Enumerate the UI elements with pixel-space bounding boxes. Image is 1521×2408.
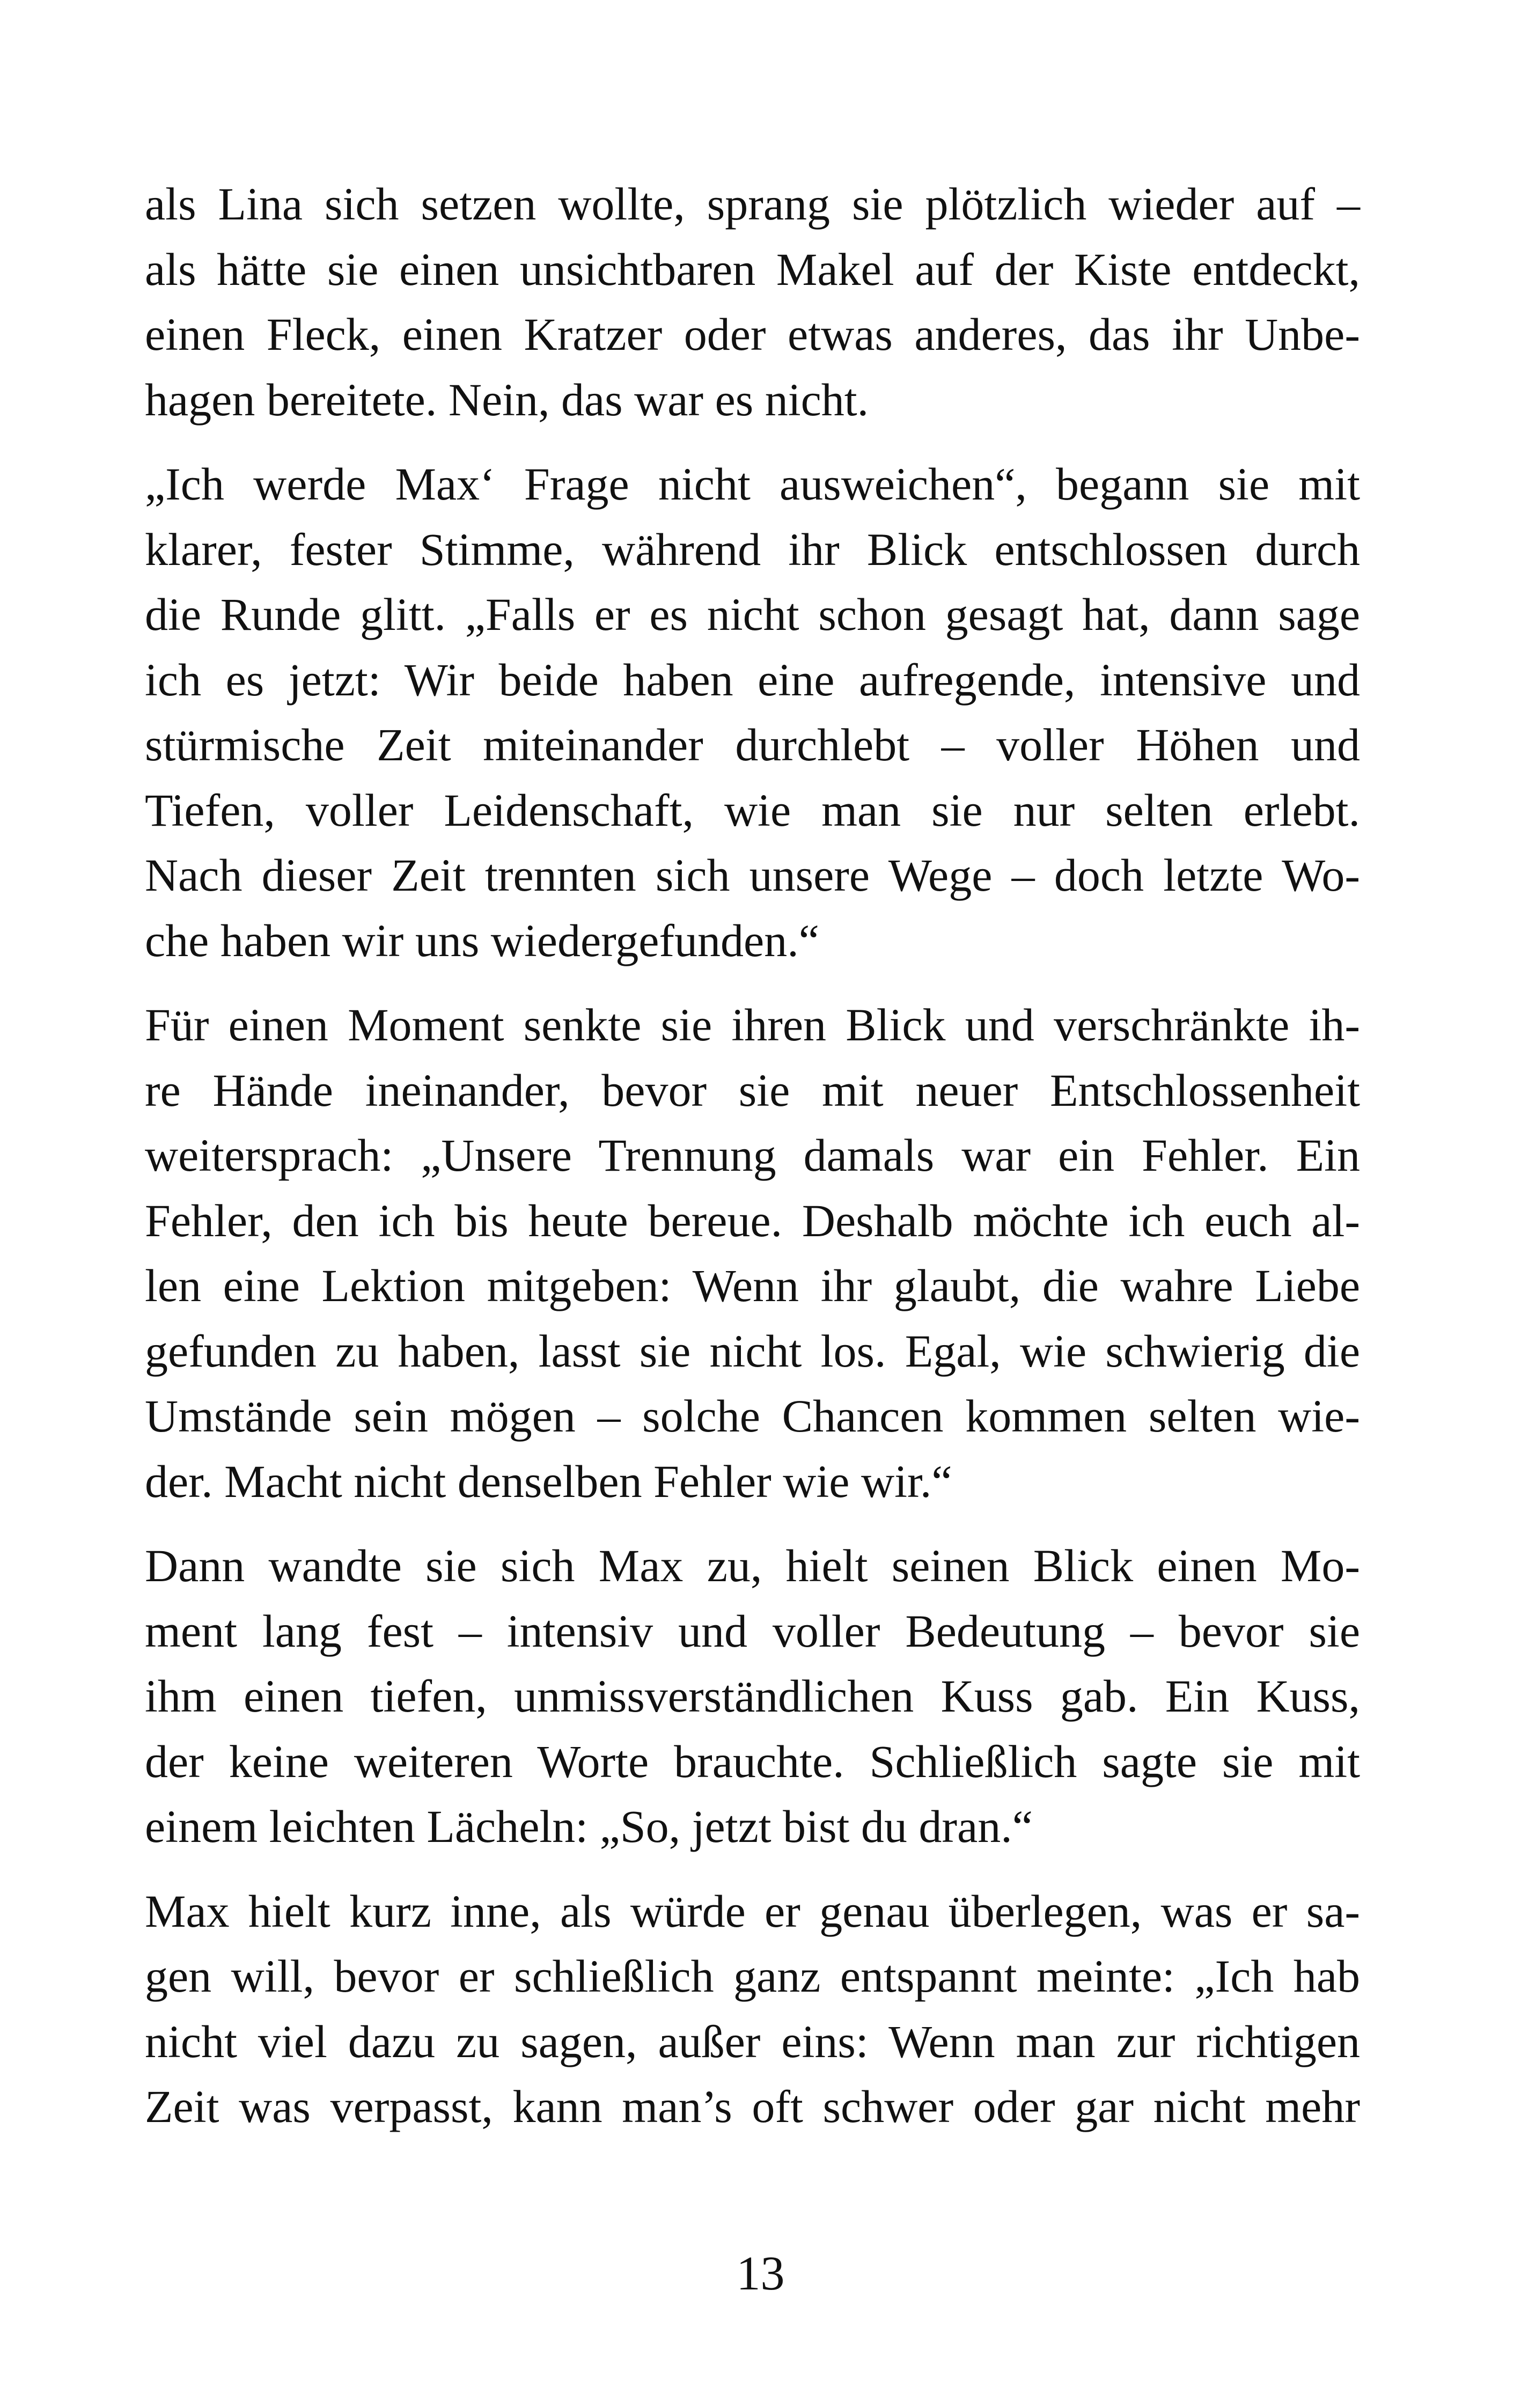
text-line: che haben wir uns wiedergefunden.“ [145,914,819,966]
text-line: als Lina sich setzen wollte, sprang sie plötzlich wieder auf – [145,178,1360,230]
text-line: hagen bereitete. Nein, das war es nicht. [145,373,869,425]
text-line: ich es jetzt: Wir beide haben eine aufregende, intensive und [145,654,1360,706]
text-line: Tiefen, voller Leidenschaft, wie man sie nur selten erlebt. [145,784,1360,836]
text-line: Für einen Moment senkte sie ihren Blick und verschränkte ih- [145,999,1360,1051]
paragraph-2 [145,452,1360,973]
text-line: gefunden zu haben, lasst sie nicht los. Egal, wie schwierig die [145,1325,1360,1377]
text-line: ment lang fest – intensiv und voller Bedeutung – bevor sie [145,1605,1360,1657]
text-line: der. Macht nicht denselben Fehler wie wir.“ [145,1455,952,1507]
text-line: Dann wandte sie sich Max zu, hielt seinen Blick einen Mo- [145,1540,1360,1591]
text-line: re Hände ineinander, bevor sie mit neuer Entschlossenheit [145,1064,1360,1116]
text-line: „Ich werde Max‘ Frage nicht ausweichen“, begann sie mit [145,458,1360,510]
page-number: 13 [736,2247,785,2300]
text-line: klarer, fester Stimme, während ihr Blick entschlossen durch [145,523,1360,575]
paragraph-5 [145,1879,1360,2140]
text-line: Umstände sein mögen – solche Chancen kommen selten wie- [145,1390,1360,1442]
text-line: einem leichten Lächeln: „So, jetzt bist du dran.“ [145,1801,1033,1852]
text-line: als hätte sie einen unsichtbaren Makel auf der Kiste entdeckt, [145,243,1360,295]
body-text [145,172,1360,2140]
paragraph-3 [145,993,1360,1514]
text-line: Nach dieser Zeit trennten sich unsere Wege – doch letzte Wo- [145,849,1360,901]
text-line: stürmische Zeit miteinander durchlebt – voller Höhen und [145,719,1360,770]
text-line: der keine weiteren Worte brauchte. Schließlich sagte sie mit [145,1735,1360,1787]
text-line: gen will, bevor er schließlich ganz entspannt meinte: „Ich hab [145,1950,1360,2002]
text-line: len eine Lektion mitgeben: Wenn ihr glaubt, die wahre Liebe [145,1260,1360,1311]
text-line: weitersprach: „Unsere Trennung damals war ein Fehler. Ein [145,1129,1360,1181]
text-line: Fehler, den ich bis heute bereue. Deshalb möchte ich euch al- [145,1194,1360,1246]
text-line: Zeit was verpasst, kann man’s oft schwer oder gar nicht mehr [145,2081,1360,2132]
paragraph-1 [145,172,1360,432]
paragraph-4 [145,1533,1360,1860]
text-line: einen Fleck, einen Kratzer oder etwas anderes, das ihr Unbe- [145,309,1360,360]
text-line: nicht viel dazu zu sagen, außer eins: Wenn man zur richtigen [145,2015,1360,2067]
text-line: ihm einen tiefen, unmissverständlichen Kuss gab. Ein Kuss, [145,1670,1360,1722]
text-line: Max hielt kurz inne, als würde er genau überlegen, was er sa- [145,1885,1360,1937]
text-line: die Runde glitt. „Falls er es nicht schon gesagt hat, dann sage [145,589,1360,640]
